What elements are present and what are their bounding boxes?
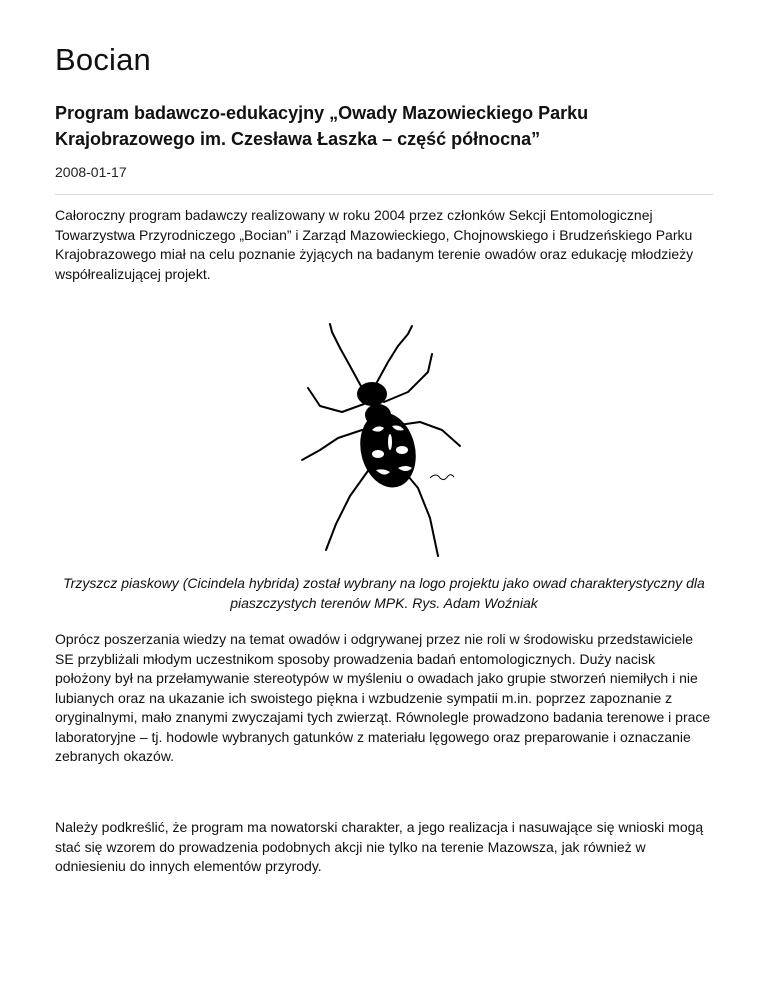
tiger-beetle-drawing-icon <box>280 318 480 563</box>
site-title[interactable]: Bocian <box>55 42 151 77</box>
figure-caption: Trzyszcz piaskowy (Cicindela hybrida) został wybrany na logo projektu jako owad charakterystyczny dla piaszczystych terenów MPK. Rys. Adam Woźniak <box>63 575 705 611</box>
article-date: 2008-01-17 <box>55 164 127 180</box>
article-body-paragraph-2: Należy podkreślić, że program ma nowatorski charakter, a jego realizacja i nasuwające się wnioski mogą stać się wzorem do prowadzenia podobnych akcji nie tylko na terenie Mazowsza, jak również w odniesieniu do innych elementów przyrody. <box>55 819 704 874</box>
article-intro: Całoroczny program badawczy realizowany w roku 2004 przez członków Sekcji Entomologicznej Towarzystwa Przyrodniczego „Bocian” i Zarząd Mazowieckiego, Chojnowskiego i Brudzeńskiego Parku Krajobrazowego miał na celu poznanie żyjących na badanym terenie owadów oraz edukację młodzieży współrealizującej projekt. <box>55 207 694 282</box>
article-body-paragraph-1: Oprócz poszerzania wiedzy na temat owadów i odgrywanej przez nie roli w środowisku przedstawiciele SE przybliżali młodym uczestnikom sposoby prowadzenia badań entomologicznych. Duży nacisk położony był na przełamywanie stereotypów w myśleniu o owadach jako grupie stworzeń niemiłych i nie lubianych oraz na ukazanie ich swoistego piękna i wzbudzenie sympatii m.in. poprzez zapoznanie z oryginalnymi, mało znanymi zwyczajami tych zwierząt. Równolegle prowadzono badania terenowe i prace laboratoryjne – tj. hodowle wybranych gatunków z materiału lęgowego oraz preparowanie i oznaczanie zebranych okazów. <box>55 631 711 764</box>
article-title: Program badawczo-edukacyjny „Owady Mazowieckiego Parku Krajobrazowego im. Czesława Łaszka – część północna” <box>55 103 589 149</box>
divider <box>55 194 713 195</box>
